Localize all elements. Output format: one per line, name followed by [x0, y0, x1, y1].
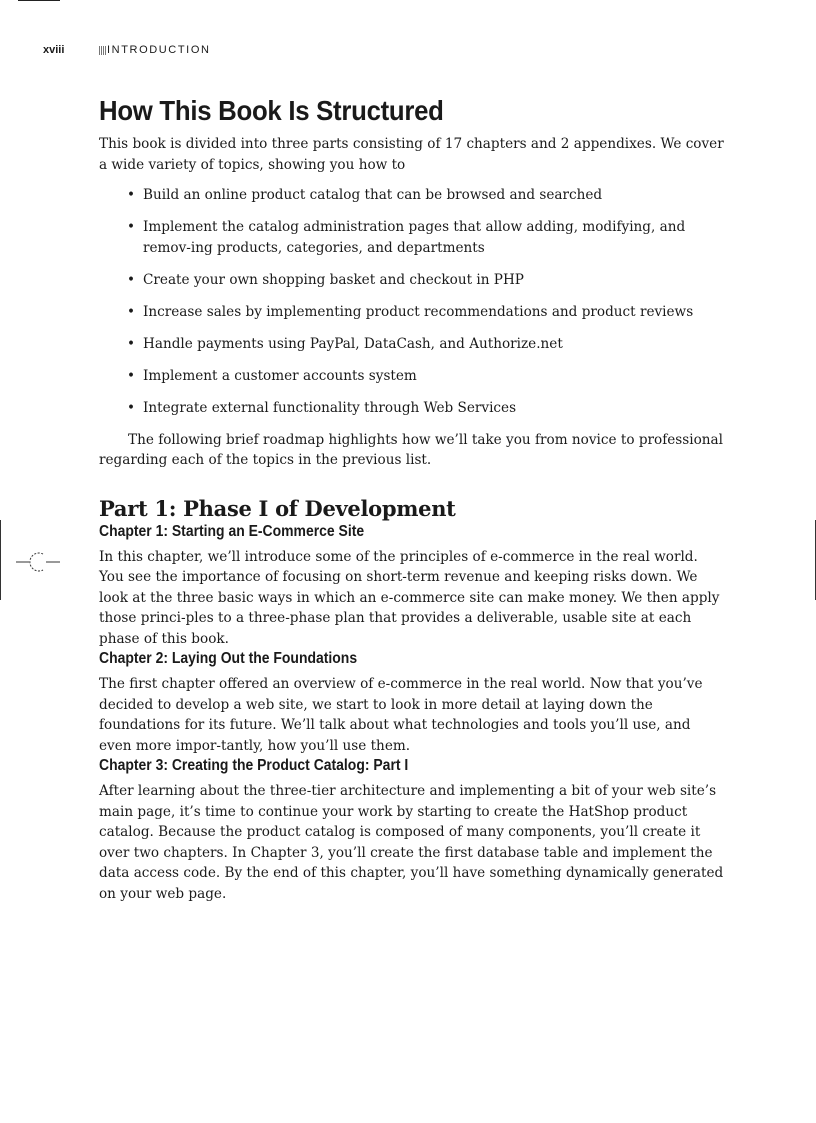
roadmap-paragraph: The following brief roadmap highlights how we’ll take you from novice to professional regarding each of the topics in the previous list. [99, 431, 723, 468]
page-number: xviii [43, 44, 65, 56]
chapter-3-title: Chapter 3: Creating the Product Catalog: Part I [99, 757, 409, 774]
intro-paragraph: This book is divided into three parts consisting of 17 chapters and 2 appendixes. We cover a wide variety of topics, showing you how to [99, 136, 724, 173]
running-head [43, 44, 211, 56]
list-item: • Implement the catalog administration pages that allow adding, modifying, and remov-ing products, categories, and departments [127, 217, 724, 258]
list-item: • Integrate external functionality through Web Services [127, 398, 724, 419]
part-title: Part 1: Phase I of Development [99, 495, 456, 521]
running-head-marker [99, 46, 106, 55]
section-title: How This Book Is Structured [99, 95, 444, 126]
list-item: • Create your own shopping basket and checkout in PHP [127, 270, 724, 291]
list-item: • Increase sales by implementing product recommendations and product reviews [127, 302, 724, 323]
list-item: • Build an online product catalog that can be browsed and searched [127, 185, 724, 206]
list-item: • Handle payments using PayPal, DataCash, and Authorize.net [127, 334, 724, 355]
list-item: • Implement a customer accounts system [127, 366, 724, 387]
chapter-1-body: In this chapter, we’ll introduce some of the principles of e-commerce in the real world. You see the importance of focusing on short-term revenue and keeping risks down. We look at the three basic ways in which an e-commerce site can make money. We then apply those princi-ples to a three-phase plan that provides a deliverable, usable site at each phase of this book. [99, 548, 720, 647]
running-head-title: INTRODUCTION [107, 44, 211, 56]
chapter-1-title: Chapter 1: Starting an E-Commerce Site [99, 522, 365, 540]
chapter-2-title: Chapter 2: Laying Out the Foundations [99, 650, 358, 667]
registration-mark-icon [16, 550, 62, 574]
crop-mark-left [0, 520, 1, 600]
topics-list [99, 185, 724, 418]
crop-mark-top [18, 0, 60, 1]
chapter-3-body: After learning about the three-tier architecture and implementing a bit of your web site’s main page, it’s time to continue your work by starting to create the HatShop product catalog. Because the product catalog is composed of many components, you’ll create it over two chapters. In Chapter 3, you’ll create the first database table and implement the data access code. By the end of this chapter, you’ll have something dynamically generated on your web page. [99, 783, 724, 902]
chapter-2-body: The first chapter offered an overview of e-commerce in the real world. Now that you’ve decided to develop a web site, we start to look in more detail at laying down the foundations for its future. We’ll talk about what technologies and tools you’ll use, and even more impor-tantly, how you’ll use them. [99, 676, 703, 754]
page-content [99, 94, 724, 904]
